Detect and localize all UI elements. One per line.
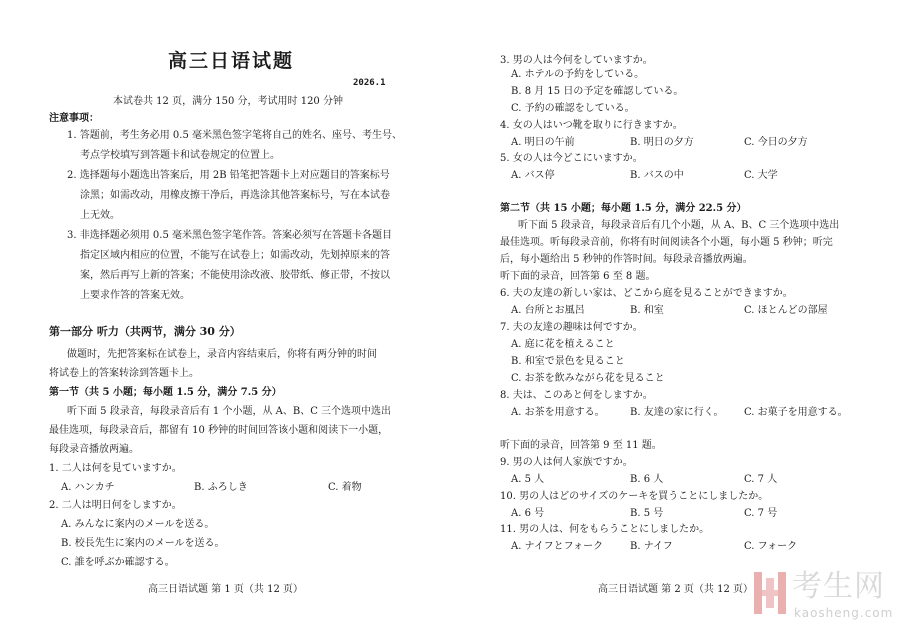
option-c: C. 誰を呼ぶか確認する。 bbox=[61, 557, 175, 568]
notice-line: 案，然后再写上新的答案；不能使用涂改液、胶带纸、修正带，不按以 bbox=[80, 270, 390, 281]
option-a: A. ハンカチ bbox=[61, 482, 115, 493]
option-a: A. 台所とお風呂 bbox=[511, 305, 585, 316]
exam-date: 2026.1 bbox=[353, 78, 386, 88]
option-c: C. お茶を飲みながら花を見ること bbox=[511, 373, 665, 384]
part1-intro-line: 做题时，先把答案标在试卷上，录音内容结束后，你将有两分钟的时间 bbox=[67, 349, 377, 360]
option-b: B. 5 号 bbox=[630, 508, 664, 519]
section1-intro-line: 每段录音播放两遍。 bbox=[49, 444, 139, 455]
option-b: B. 和室で景色を見ること bbox=[511, 356, 625, 367]
question-stem: 10. 男の人はどのサイズのケーキを買うことにしましたか。 bbox=[500, 491, 769, 502]
exam-meta: 本试卷共 12 页，满分 150 分，考试用时 120 分钟 bbox=[113, 96, 343, 107]
notice-line: 1. 答题前，考生务必用 0.5 毫米黑色签字笔将自己的姓名、座号、考生号、 bbox=[67, 130, 402, 141]
page-footer: 高三日语试题 第 1 页（共 12 页） bbox=[148, 584, 303, 595]
option-b: B. 6 人 bbox=[630, 474, 664, 485]
section2-heading: 第二节（共 15 小题；每小题 1.5 分，满分 22.5 分） bbox=[500, 203, 747, 214]
option-c: C. お菓子を用意する。 bbox=[744, 407, 848, 418]
listen-instruction: 听下面的录音，回答第 9 至 11 题。 bbox=[500, 440, 662, 451]
question-stem: 1. 二人は何を見ていますか。 bbox=[49, 463, 182, 474]
section2-intro-line: 后，每小题给出 5 秒钟的作答时间。每段录音播放两遍。 bbox=[500, 254, 753, 265]
part1-intro-line: 将试卷上的答案转涂到答题卡上。 bbox=[49, 368, 199, 379]
kaosheng-logo-icon bbox=[752, 570, 788, 616]
question-stem: 8. 夫は、このあと何をしますか。 bbox=[500, 390, 653, 401]
notice-line: 指定区域内相应的位置，不能写在试卷上；如需改动，先划掉原来的答 bbox=[80, 250, 390, 261]
section1-heading: 第一节（共 5 小题；每小题 1.5 分，满分 7.5 分） bbox=[49, 387, 282, 398]
notice-heading: 注意事项： bbox=[49, 113, 99, 124]
watermark-en-text: kaosheng.com bbox=[794, 606, 894, 620]
part1-heading: 第一部分 听力（共两节，满分 30 分） bbox=[49, 325, 241, 338]
option-a: A. みんなに案内のメールを送る。 bbox=[61, 519, 215, 530]
question-stem: 3. 男の人は今何をしていますか。 bbox=[500, 55, 653, 66]
option-a: A. ホテルの予約をしている。 bbox=[511, 69, 645, 80]
notice-line: 考点学校填写到答题卡和试卷规定的位置上。 bbox=[80, 150, 280, 161]
notice-line: 涂黑；如需改动，用橡皮擦干净后，再选涂其他答案标号，写在本试卷 bbox=[80, 190, 390, 201]
option-a: A. 庭に花を植えること bbox=[511, 339, 615, 350]
option-b: B. 友達の家に行く。 bbox=[630, 407, 724, 418]
option-b: B. ナイフ bbox=[630, 541, 673, 552]
question-stem: 9. 男の人は何人家族ですか。 bbox=[500, 457, 633, 468]
option-c: C. フォーク bbox=[744, 541, 798, 552]
option-b: B. 校長先生に案内のメールを送る。 bbox=[61, 538, 225, 549]
question-stem: 5. 女の人は今どこにいますか。 bbox=[500, 153, 643, 164]
option-b: B. 8 月 15 日の予定を確認している。 bbox=[511, 86, 684, 97]
option-b: B. ふろしき bbox=[194, 482, 248, 493]
question-stem: 2. 二人は明日何をしますか。 bbox=[49, 500, 182, 511]
option-a: A. ナイフとフォーク bbox=[511, 541, 604, 552]
option-a: A. 明日の午前 bbox=[511, 137, 575, 148]
option-c: C. 予約の確認をしている。 bbox=[511, 103, 635, 114]
option-c: C. 7 人 bbox=[744, 474, 778, 485]
question-stem: 7. 夫の友達の趣味は何ですか。 bbox=[500, 322, 643, 333]
option-b: B. バスの中 bbox=[630, 170, 684, 181]
notice-line: 上无效。 bbox=[80, 210, 120, 221]
section1-intro-line: 听下面 5 段录音，每段录音后有 1 个小题，从 A、B、C 三个选项中选出 bbox=[67, 406, 392, 417]
option-c: C. 大学 bbox=[744, 170, 778, 181]
notice-line: 3. 非选择题必须用 0.5 毫米黑色签字笔作答。答案必须写在答题卡各题目 bbox=[67, 230, 392, 241]
option-a: A. 6 号 bbox=[511, 508, 545, 519]
question-stem: 6. 夫の友達の新しい家は、どこから庭を見ることができますか。 bbox=[500, 288, 793, 299]
notice-line: 2. 选择题每小题选出答案后，用 2B 铅笔把答题卡上对应题目的答案标号 bbox=[67, 170, 390, 181]
option-b: B. 明日の夕方 bbox=[630, 137, 694, 148]
question-stem: 11. 男の人は、何をもらうことにしましたか。 bbox=[500, 524, 710, 535]
question-stem: 4. 女の人はいつ靴を取りに行きますか。 bbox=[500, 120, 683, 131]
option-a: A. 5 人 bbox=[511, 474, 545, 485]
section1-intro-line: 最佳选项，每段录音后，都留有 10 秒钟的时间回答该小题和阅读下一小题， bbox=[49, 425, 389, 436]
page-footer: 高三日语试题 第 2 页（共 12 页） bbox=[598, 584, 753, 595]
option-a: A. バス停 bbox=[511, 170, 555, 181]
exam-title: 高三日语试题 bbox=[168, 50, 295, 72]
listen-instruction: 听下面的录音，回答第 6 至 8 题。 bbox=[500, 271, 656, 282]
section2-intro-line: 最佳选项。听每段录音前，你将有时间阅读各个小题，每小题 5 秒钟；听完 bbox=[500, 237, 833, 248]
option-c: C. 7 号 bbox=[744, 508, 778, 519]
section2-intro-line: 听下面 5 段录音，每段录音后有几个小题，从 A、B、C 三个选项中选出 bbox=[518, 220, 840, 231]
option-c: C. 着物 bbox=[328, 482, 362, 493]
kaosheng-watermark bbox=[752, 566, 892, 628]
option-b: B. 和室 bbox=[630, 305, 664, 316]
notice-line: 上要求作答的答案无效。 bbox=[80, 290, 190, 301]
option-a: A. お茶を用意する。 bbox=[511, 407, 605, 418]
watermark-cn-text: 考生网 bbox=[792, 569, 885, 604]
option-c: C. 今日の夕方 bbox=[744, 137, 808, 148]
option-c: C. ほとんどの部屋 bbox=[744, 305, 828, 316]
